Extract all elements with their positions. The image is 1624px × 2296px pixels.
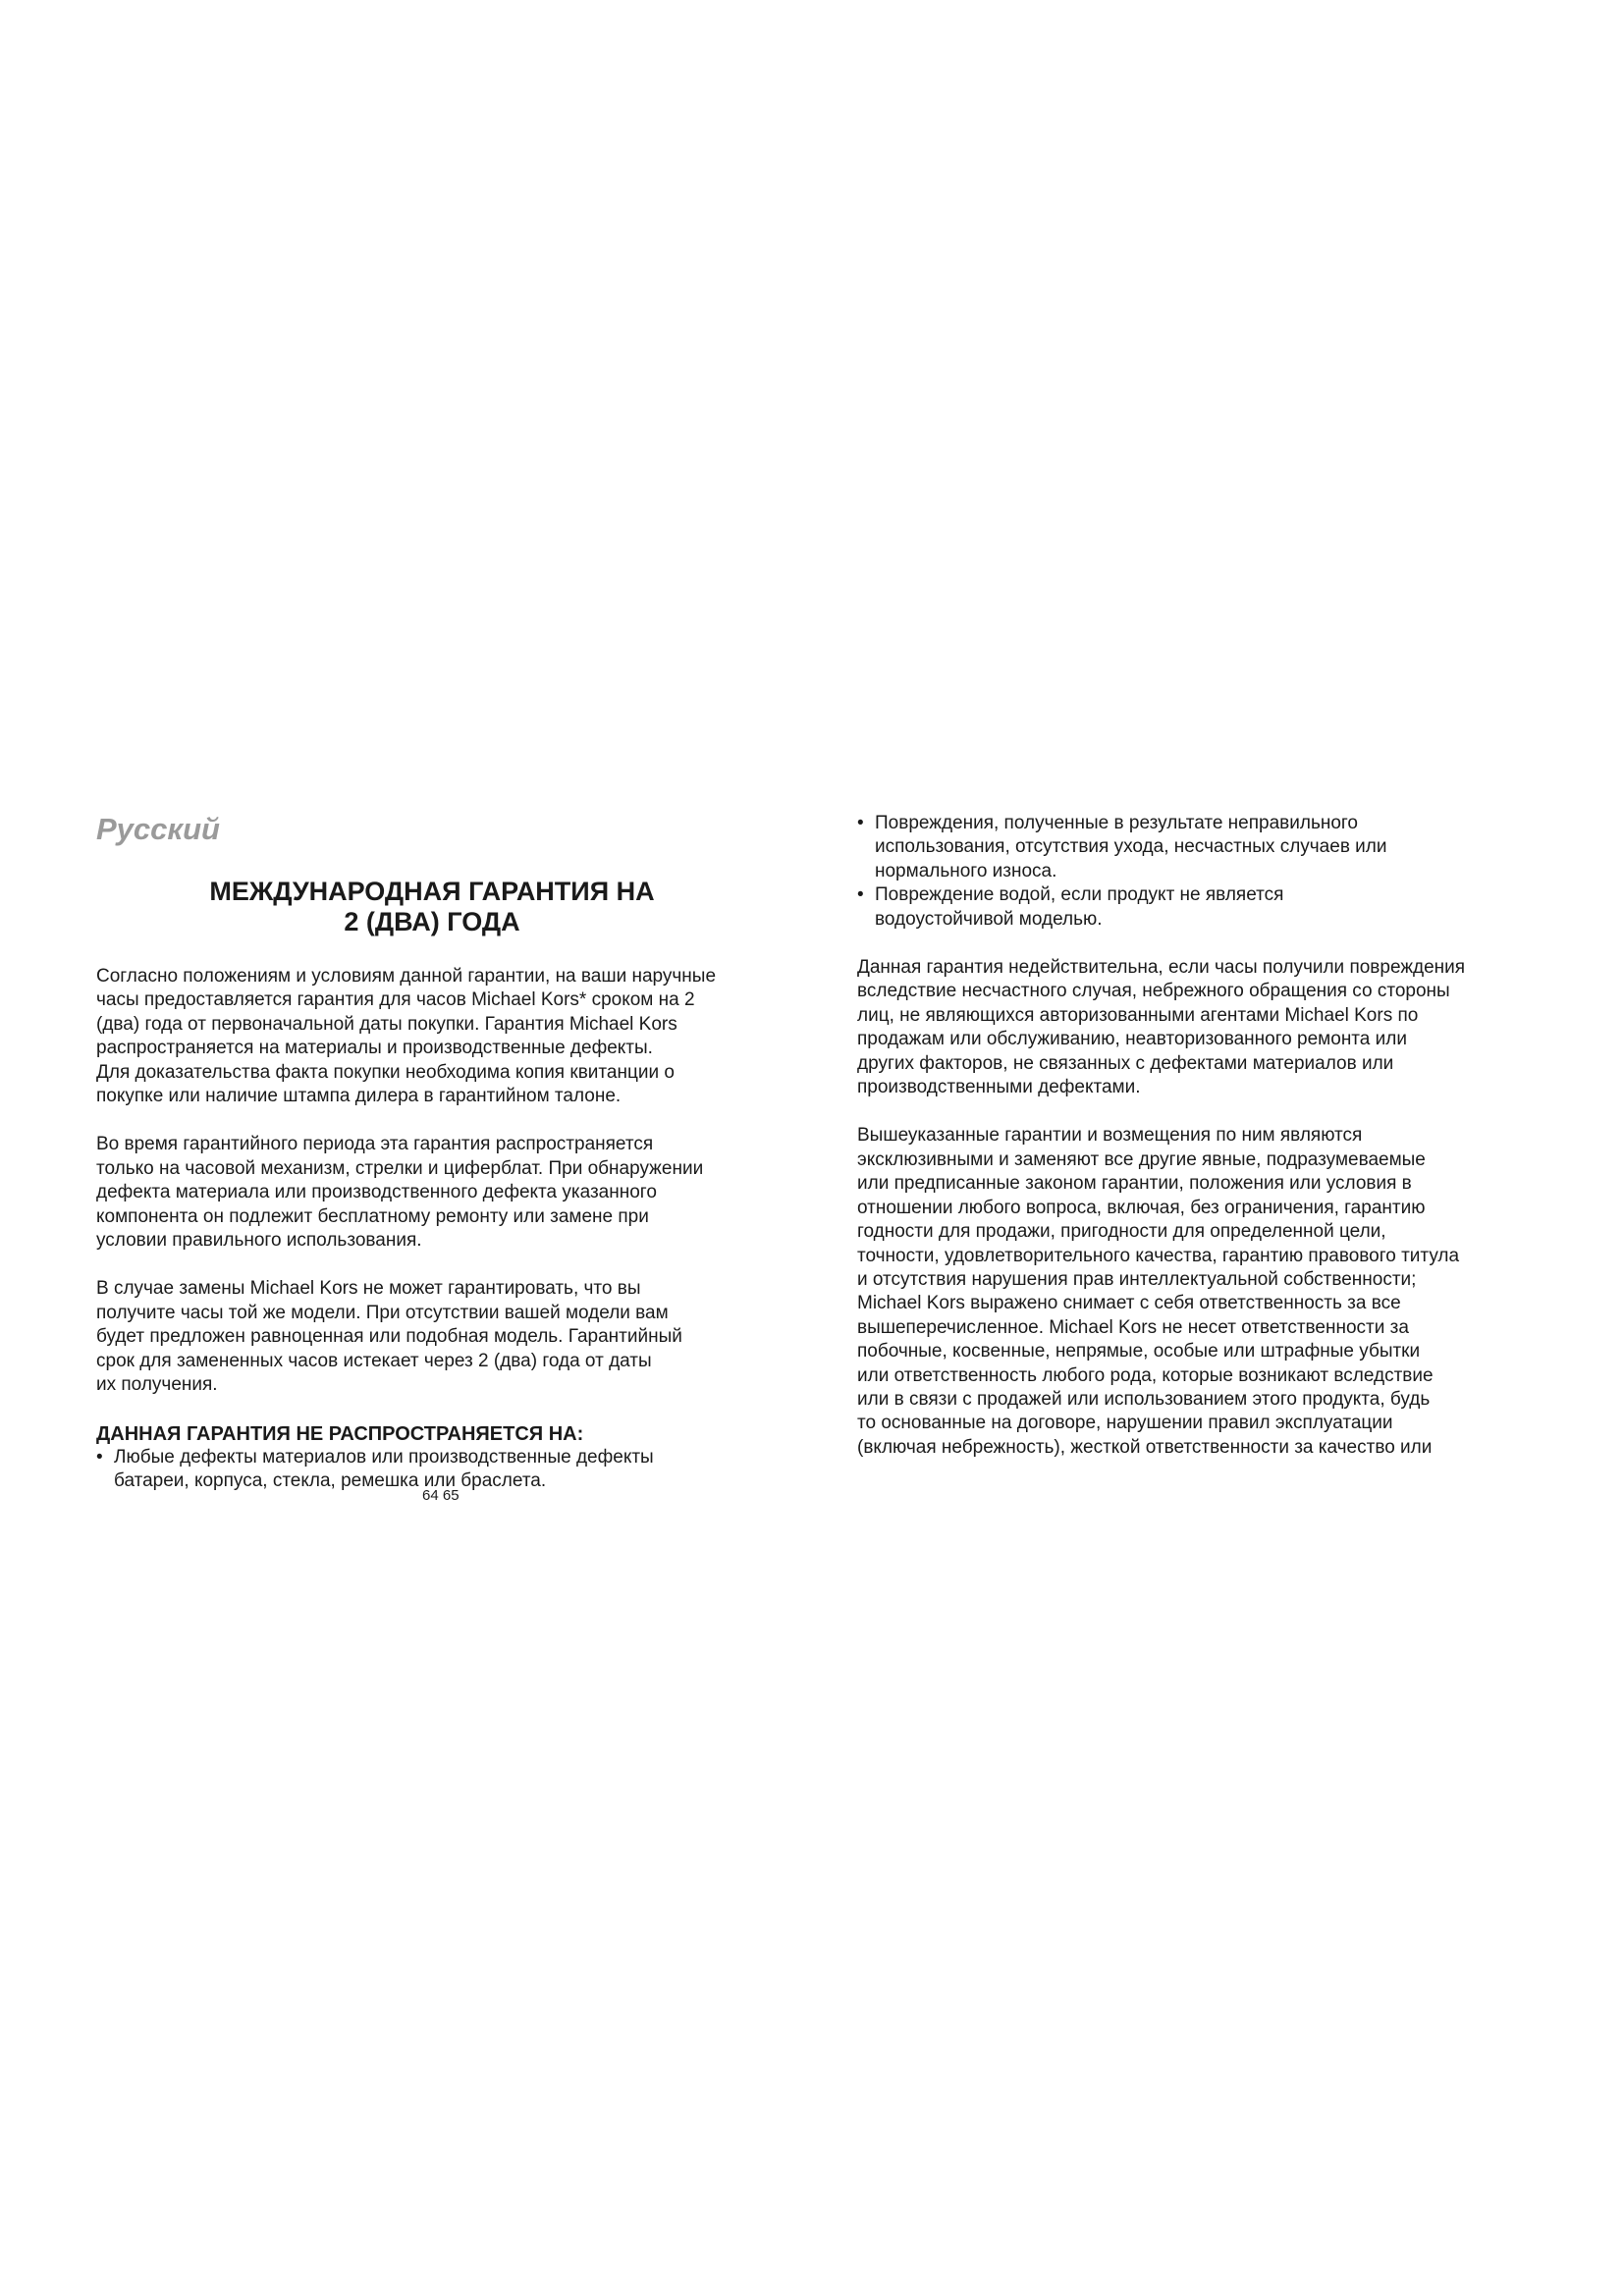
text-line: то основанные на договоре, нарушении правил эксплуатации xyxy=(857,1413,1393,1434)
text-line: вышеперечисленное. Michael Kors не несет ответственности за xyxy=(857,1316,1409,1338)
text-line: срок для замененных часов истекает через 2 (два) года от даты xyxy=(96,1350,652,1371)
text-line: Согласно положениям и условиям данной гарантии, на ваши наручные xyxy=(96,966,717,987)
text-line: эксклюзивными и заменяют все другие явные, подразумеваемые xyxy=(857,1148,1426,1170)
paragraph-disclaimer xyxy=(857,1124,1544,1460)
left-page xyxy=(96,812,784,1493)
text-line: будет предложен равноценная или подобная модель. Гарантийный xyxy=(96,1326,682,1348)
text-line: батареи, корпуса, стекла, ремешка или браслета. xyxy=(114,1469,547,1491)
text-line: точности, удовлетворительного качества, гарантию правового титула xyxy=(857,1245,1460,1266)
text-line: Michael Kors выражено снимает с себя ответственность за все xyxy=(857,1293,1401,1314)
text-line: Для доказательства факта покупки необходима копия квитанции о xyxy=(96,1061,675,1083)
text-line: получите часы той же модели. При отсутствии вашей модели вам xyxy=(96,1302,669,1323)
text-line: условии правильного использования. xyxy=(96,1230,422,1252)
text-line: побочные, косвенные, непрямые, особые или штрафные убытки xyxy=(857,1341,1421,1362)
text-line: Любые дефекты материалов или производственные дефекты xyxy=(114,1446,654,1468)
text-line: производственными дефектами. xyxy=(857,1077,1141,1098)
text-line: вследствие несчастного случая, небрежного обращения со стороны xyxy=(857,981,1450,1002)
text-line: Во время гарантийного периода эта гарантия распространяется xyxy=(96,1134,654,1155)
exclusions-list-continued xyxy=(857,812,1544,932)
text-line: только на часовой механизм, стрелки и циферблат. При обнаружении xyxy=(96,1157,704,1179)
text-line: продажам или обслуживанию, неавторизованного ремонта или xyxy=(857,1029,1407,1050)
text-line: Вышеуказанные гарантии и возмещения по ним являются xyxy=(857,1125,1363,1147)
title-line: МЕЖДУНАРОДНАЯ ГАРАНТИЯ НА xyxy=(209,877,655,906)
page-numbers: 64 65 xyxy=(422,1487,460,1504)
text-line: (два) года от первоначальной даты покупки. Гарантия Michael Kors xyxy=(96,1013,677,1035)
text-line: нормального износа. xyxy=(875,860,1057,881)
text-line: или ответственность любого рода, которые возникают вследствие xyxy=(857,1364,1434,1386)
text-line: отношении любого вопроса, включая, без ограничения, гарантию xyxy=(857,1197,1426,1218)
text-line: водоустойчивой моделью. xyxy=(875,908,1103,930)
exclusions-list xyxy=(96,1446,784,1494)
text-line: и отсутствия нарушения прав интеллектуальной собственности; xyxy=(857,1268,1417,1290)
list-item xyxy=(857,883,1544,932)
text-line: часы предоставляется гарантия для часов Michael Kors* сроком на 2 xyxy=(96,989,695,1011)
text-line: других факторов, не связанных с дефектами материалов или xyxy=(857,1052,1394,1074)
warranty-title xyxy=(96,877,756,937)
text-line: компонента он подлежит бесплатному ремонту или замене при xyxy=(96,1205,649,1227)
list-item xyxy=(857,812,1544,883)
title-line: 2 (ДВА) ГОДА xyxy=(344,907,520,936)
text-line: (включая небрежность), жесткой ответственности за качество или xyxy=(857,1436,1433,1458)
text-line: Повреждение водой, если продукт не является xyxy=(875,884,1284,906)
text-line: дефекта материала или производственного дефекта указанного xyxy=(96,1182,657,1203)
bullet-icon: • xyxy=(857,813,864,833)
right-page xyxy=(857,812,1544,1460)
paragraph-coverage xyxy=(96,965,784,1108)
text-line: годности для продажи, пригодности для определенной цели, xyxy=(857,1221,1386,1243)
text-line: использования, отсутствия ухода, несчастных случаев или xyxy=(875,836,1387,858)
text-line: их получения. xyxy=(96,1374,218,1396)
text-line: Данная гарантия недействительна, если часы получили повреждения xyxy=(857,957,1466,979)
text-line: или предписанные законом гарантии, положения или условия в xyxy=(857,1173,1412,1195)
list-item xyxy=(96,1446,784,1494)
paragraph-invalidity xyxy=(857,956,1544,1099)
bullet-icon: • xyxy=(857,884,864,906)
paragraph-replacement xyxy=(96,1277,784,1397)
bullet-icon: • xyxy=(96,1446,103,1468)
paragraph-period xyxy=(96,1133,784,1253)
text-line: покупке или наличие штампа дилера в гарантийном талоне. xyxy=(96,1086,622,1107)
text-line: распространяется на материалы и производственные дефекты. xyxy=(96,1038,653,1059)
language-label: Русский xyxy=(96,812,220,846)
text-line: лиц, не являющихся авторизованными агентами Michael Kors по xyxy=(857,1004,1419,1026)
text-line: или в связи с продажей или использованием этого продукта, будь xyxy=(857,1388,1431,1410)
text-line: Повреждения, полученные в результате неправильного xyxy=(875,813,1358,833)
text-line: В случае замены Michael Kors не может гарантировать, что вы xyxy=(96,1278,641,1300)
exclusions-heading: ДАННАЯ ГАРАНТИЯ НЕ РАСПРОСТРАНЯЕТСЯ НА: xyxy=(96,1422,584,1445)
